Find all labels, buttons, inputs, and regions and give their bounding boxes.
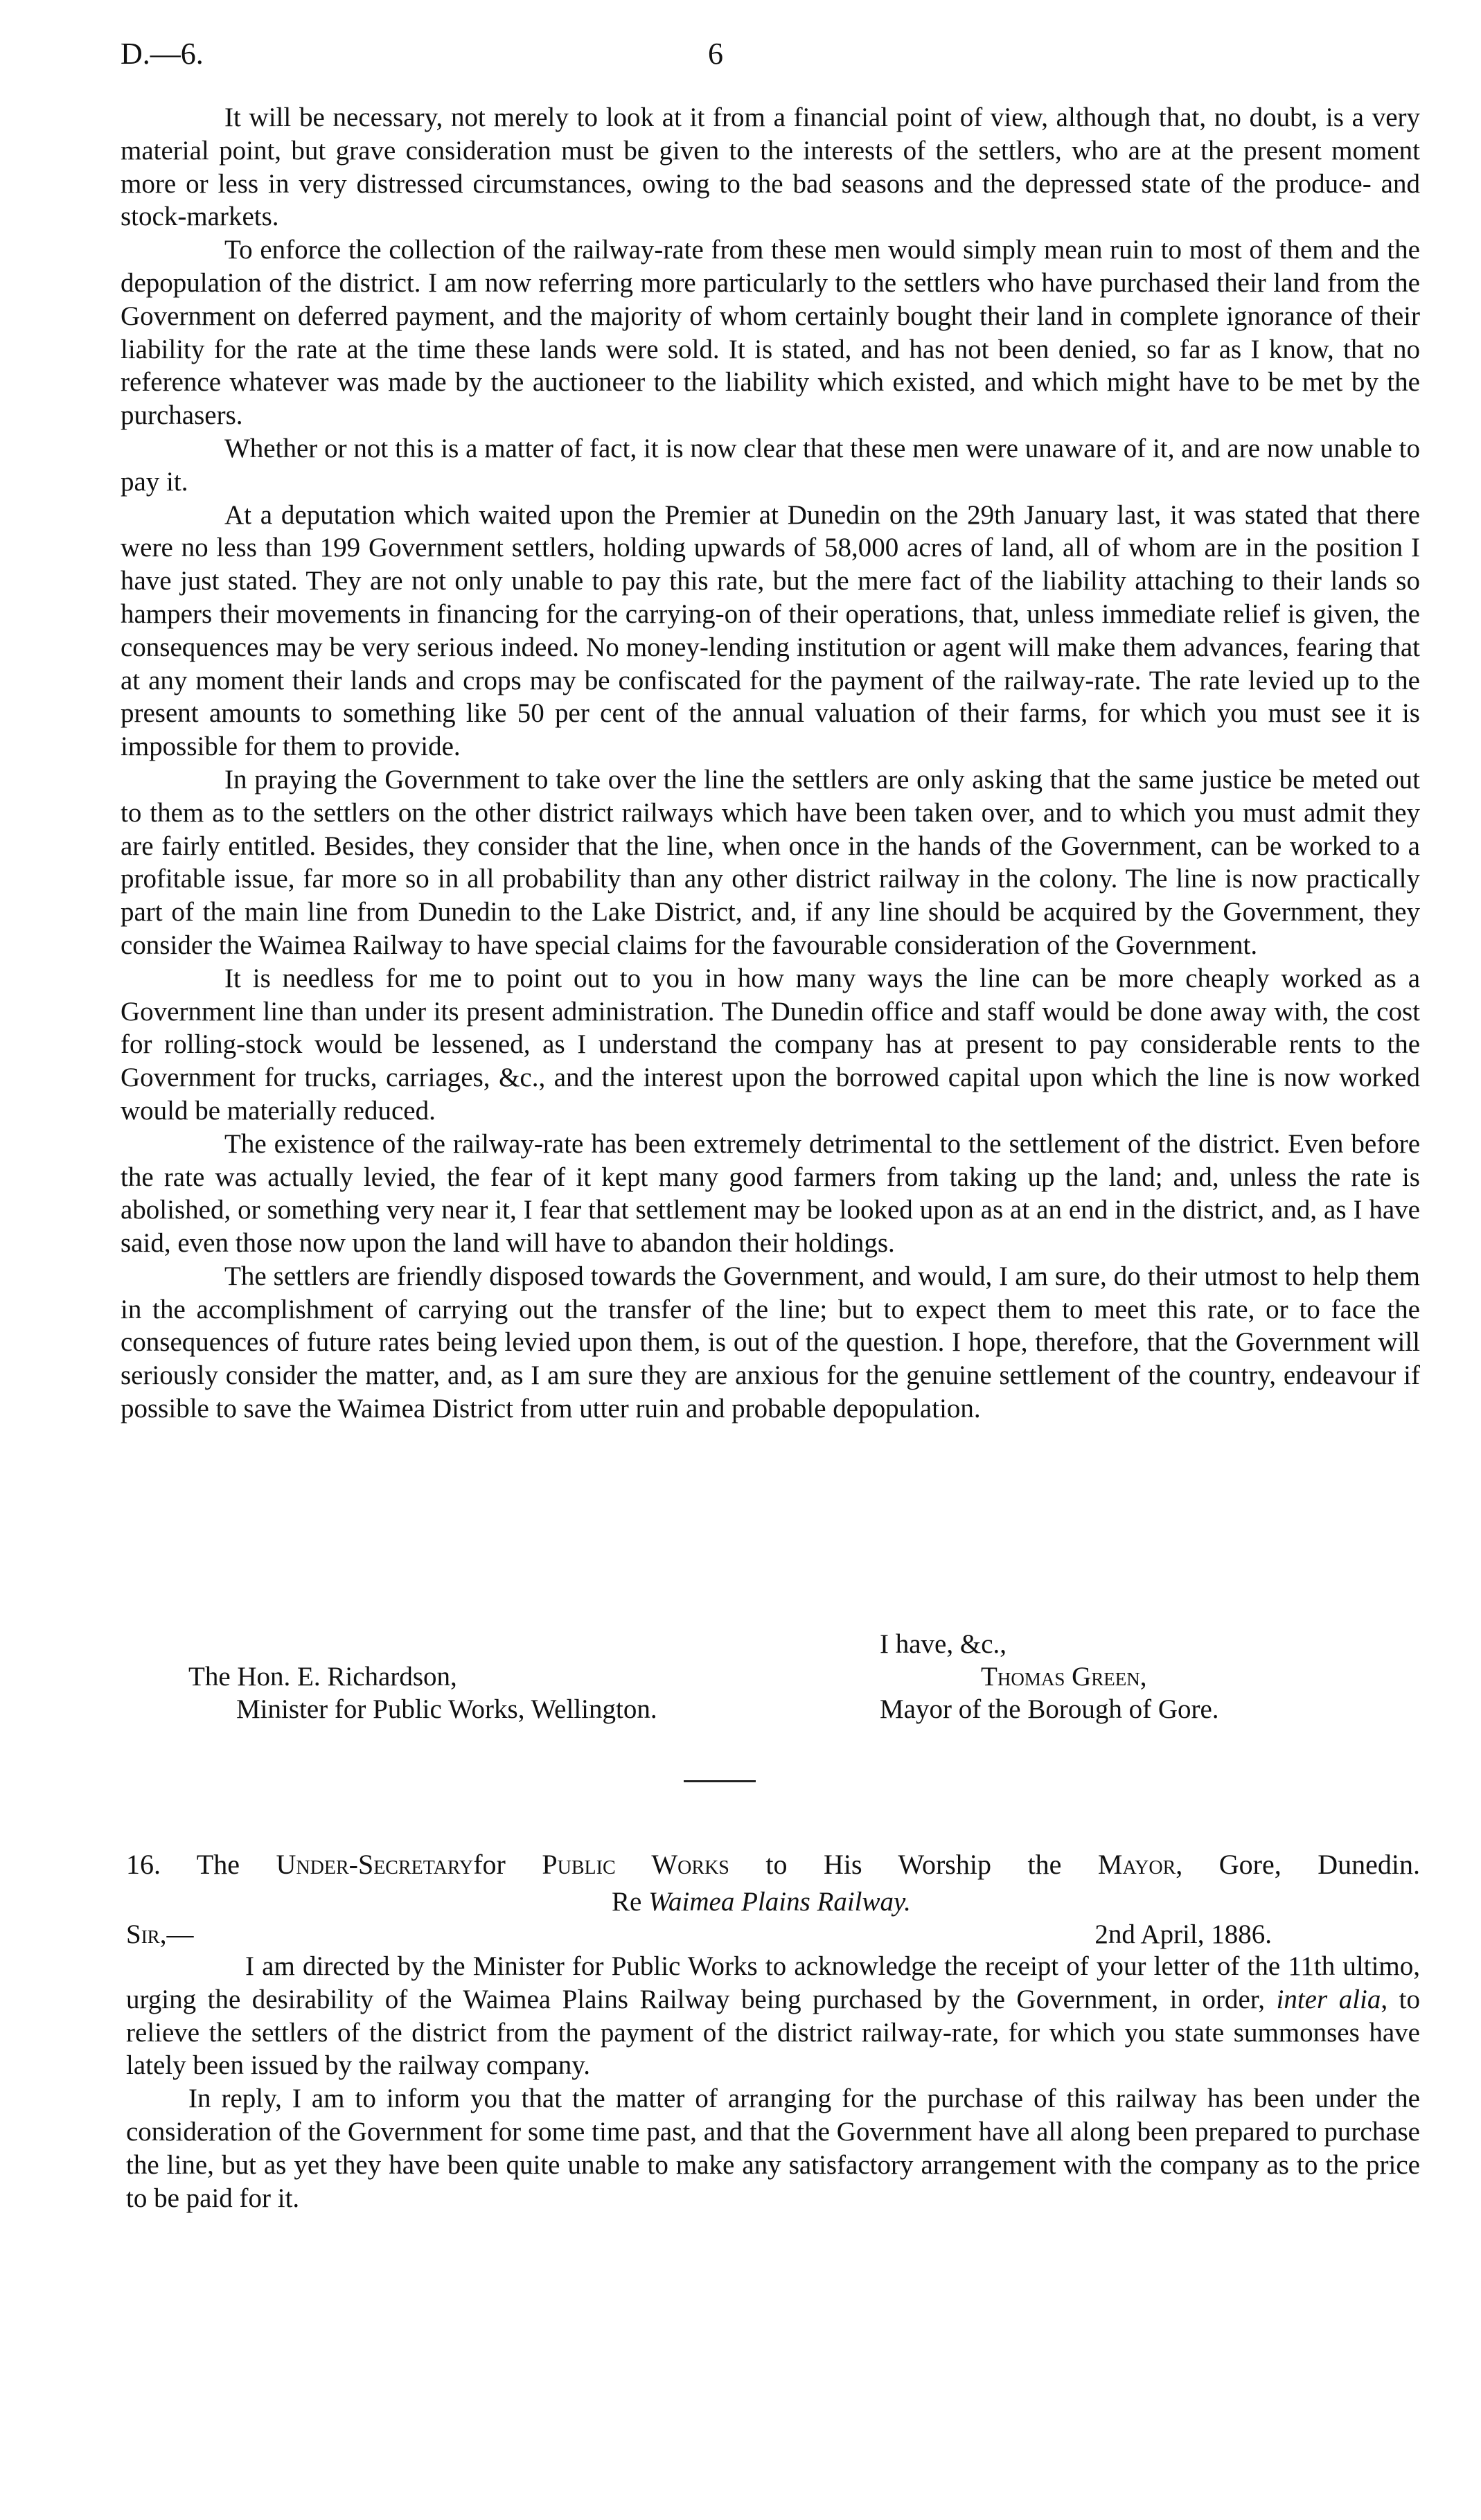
paragraph: It is needless for me to point out to you in how many ways the line can be more cheaply worked as a Government line than under its present administration. The Dunedin office and staff would be done away with, the cost for rolling-stock would be lessened, as I understand the company has at present to pay considerable rents to the Government for trucks, carriages, &c., and the interest upon the borrowed capital upon which the line is now worked would be materially reduced. [121,963,1420,1126]
paragraph: In reply, I am to inform you that the matter of arranging for the purchase of this railway has been under the consideration of the Government for some time past, and that the Government have all along been prepared to purchase the line, but as yet they have been quite unable to make any satisfactory arrangement with the company as to the price to be paid for it. [126,2084,1420,2213]
letter-date: 2nd April, 1886. [1094,1919,1272,1949]
salutation: Sir,— [126,1919,194,1949]
italic-text: inter alia [1276,1984,1381,2014]
recipient: Mayor [1097,1849,1176,1880]
text: I am directed by the Minister for Public Works to acknowledge the receipt of your letter of the 11th ultimo, urging the desirability of the Waimea Plains Railway being purchased by the Government, in order, [126,1951,1420,2014]
letter-heading [126,1848,1420,1881]
department: Public Works [542,1849,729,1880]
subject-line [0,1885,1481,1918]
letter-number: 16. The [126,1849,240,1880]
heading-text: for [473,1849,506,1880]
addressee-name: The Hon. E. Richardson, [188,1662,457,1692]
subject: Waimea Plains Railway. [648,1887,911,1917]
re-label: Re [612,1887,642,1917]
text: , to relieve the settlers of the district from the payment of the district railway-rate, for which you state summonses have lately been issued by the railway company. [126,1984,1420,2081]
closing: I have, &c., [880,1629,1007,1659]
section-divider [684,1780,756,1782]
document-reference: D.—6. [121,37,204,71]
paragraph [126,1950,1420,2082]
signer-name: Thomas Green, [981,1662,1147,1692]
heading-text: , Gore, Dunedin. [1176,1849,1421,1880]
paragraph: Whether or not this is a matter of fact, it is now clear that these men were unaware of it, and are now unable to pay it. [121,433,1420,497]
paragraph: At a deputation which waited upon the Premier at Dunedin on the 29th January last, it was stated that there were no less than 199 Government settlers, holding upwards of 58,000 acres of land, all of whom are in the position I have just stated. They are not only unable to pay this rate, but the mere fact of the liability attaching to their lands so hampers their movements in financing for the carrying-on of their operations, that, unless immediate relief is given, the consequences may be very serious indeed. No money-lending institution or agent will make them advances, fearing that at any moment their lands and crops may be confiscated for the payment of the railway-rate. The rate levied up to the present amounts to something like 50 per cent of the annual valuation of their farms, for which you must see it is impossible for them to provide. [121,499,1420,762]
addressee-title: Minister for Public Works, Wellington. [236,1694,657,1724]
paragraph: The existence of the railway-rate has been extremely detrimental to the settlement of the district. Even before the rate was actually levied, the fear of it kept many good farmers from taking up the land; and, unless the rate is abolished, or something very near it, I fear that settlement may be looked upon as at an end in the district, and, as I have said, even those now upon the land will have to abandon their holdings. [121,1128,1420,1259]
heading-text: to His Worship the [765,1849,1062,1880]
reply-body [126,1950,1420,2215]
letter-body [121,101,1420,1426]
signer-title: Mayor of the Borough of Gore. [880,1694,1219,1724]
sender: Under-Secretary [276,1849,474,1880]
page-number: 6 [708,37,723,71]
paragraph: To enforce the collection of the railway-rate from these men would simply mean ruin to most of them and the depopulation of the district. I am now referring more particularly to the settlers who have purchased their land from the Government on deferred payment, and the majority of whom certainly bought their land in complete ignorance of their liability for the rate at the time these lands were sold. It is stated, and has not been denied, so far as I know, that no reference whatever was made by the auctioneer to the liability which existed, and which might have to be met by the purchasers. [121,235,1420,431]
paragraph: The settlers are friendly disposed towards the Government, and would, I am sure, do their utmost to help them in the accomplishment of carrying out the transfer of the line; but to expect them to meet this rate, or to face the consequences of future rates being levied upon them, is out of the question. I hope, therefore, that the Government will seriously consider the matter, and, as I am sure they are anxious for the genuine settlement of the country, endeavour if possible to save the Waimea District from utter ruin and probable depopulation. [121,1261,1420,1424]
paragraph: In praying the Government to take over the line the settlers are only asking that the same justice be meted out to them as to the settlers on the other district railways which have been taken over, and to which you must admit they are fairly entitled. Besides, they consider that the line, when once in the hands of the Government, can be worked to a profitable issue, far more so in all probability than any other district railway in the colony. The line is now practically part of the main line from Dunedin to the Lake District, and, if any line should be acquired by the Government, they consider the Waimea Railway to have special claims for the favourable consideration of the Government. [121,764,1420,960]
paragraph: It will be necessary, not merely to look at it from a financial point of view, although that, no doubt, is a very material point, but grave consideration must be given to the interests of the settlers, who are at the present moment more or less in very distressed circumstances, owing to the bad seasons and the depressed state of the produce- and stock-markets. [121,103,1420,232]
